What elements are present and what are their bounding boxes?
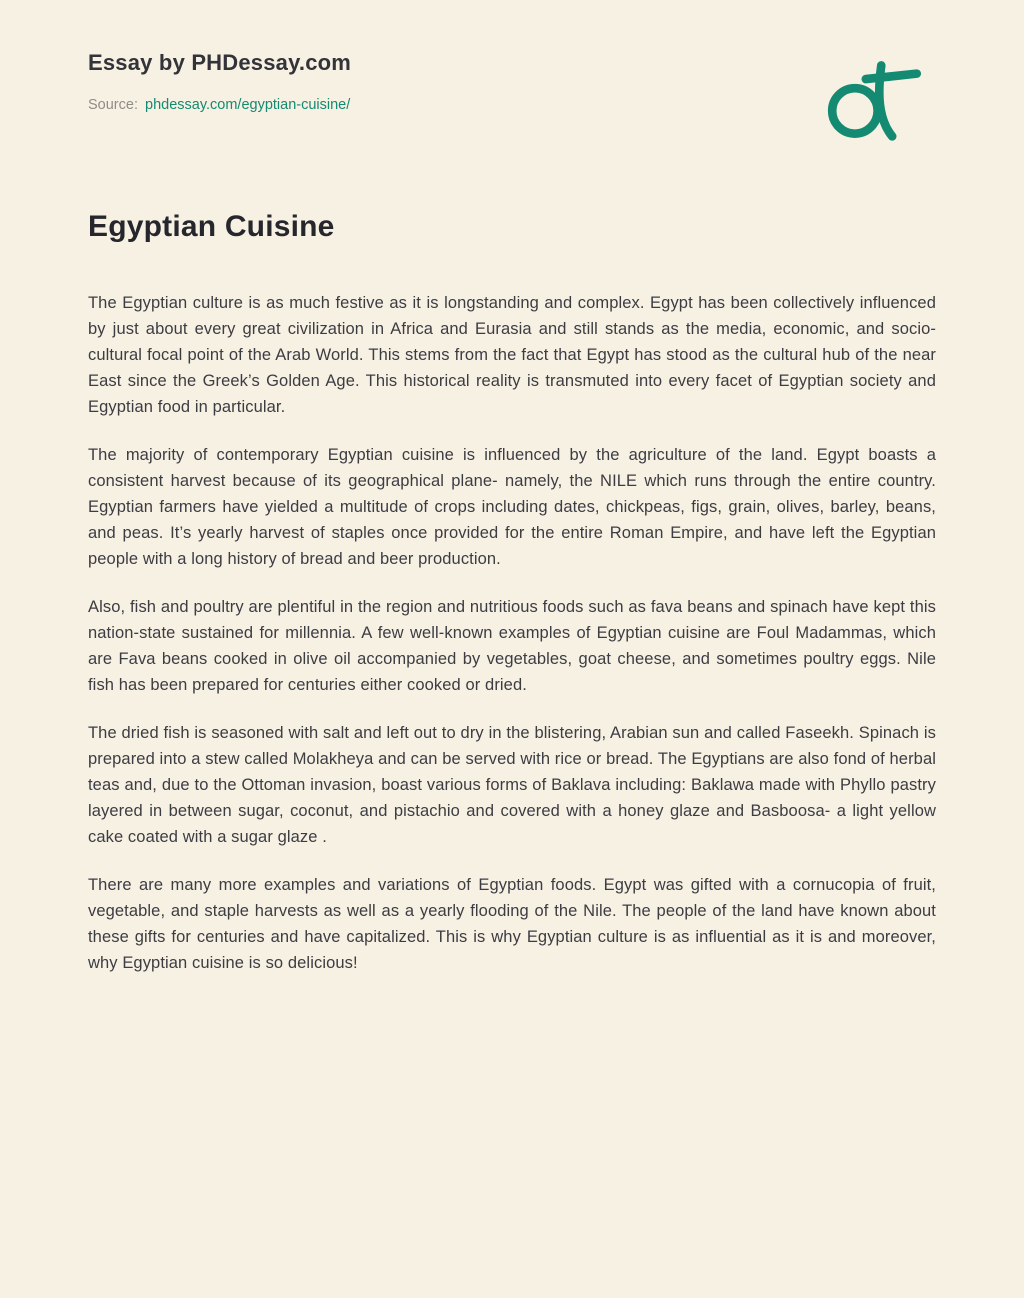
essay-paragraph-4: The dried fish is seasoned with salt and left out to dry in the blistering, Arabian sun and called Faseekh. Spinach is prepared into a stew called Molakheya and can be served with rice or bread. The Egyptians are also fond of herbal teas and, due to the Ottoman invasion, boast various forms of Baklava including: Baklawa made with Phyllo pastry layered in between sugar, coconut, and pistachio and covered with a honey glaze and Basboosa- a light yellow cake coated with a sugar glaze .: [88, 724, 936, 846]
essay-title: Egyptian Cuisine: [88, 210, 335, 243]
source-link[interactable]: phdessay.com/egyptian-cuisine/: [145, 97, 351, 113]
essay-paragraph-2: The majority of contemporary Egyptian cuisine is influenced by the agriculture of the land. Egypt boasts a consistent harvest because of its geographical plane- namely, the NILE which runs through the entire country. Egyptian farmers have yielded a multitude of crops including dates, chickpeas, figs, grain, olives, barley, beans, and peas. It’s yearly harvest of staples once provided for the entire Roman Empire, and have left the Egyptian people with a long history of bread and beer production.: [88, 446, 936, 568]
phdessay-aplus-logo-icon[interactable]: [824, 54, 924, 146]
essay-paragraph-5: There are many more examples and variations of Egyptian foods. Egypt was gifted with a cornucopia of fruit, vegetable, and staple harvests as well as a yearly flooding of the Nile. The people of the land have known about these gifts for centuries and have capitalized. This is why Egyptian culture is as influential as it is and moreover, why Egyptian cuisine is so delicious!: [88, 876, 936, 972]
page-header: [88, 50, 936, 146]
header-text-block: [88, 50, 351, 113]
source-line: [88, 97, 351, 113]
essay-byline: Essay by PHDessay.com: [88, 50, 352, 75]
essay-paragraph-1: The Egyptian culture is as much festive as it is longstanding and complex. Egypt has been collectively influenced by just about every great civilization in Africa and Eurasia and still stands as the media, economic, and socio-cultural focal point of the Arab World. This stems from the fact that Egypt has stood as the cultural hub of the near East since the Greek’s Golden Age. This historical reality is transmuted into every facet of Egyptian society and Egyptian food in particular.: [88, 294, 936, 416]
essay-paragraph-3: Also, fish and poultry are plentiful in the region and nutritious foods such as fava beans and spinach have kept this nation-state sustained for millennia. A few well-known examples of Egyptian cuisine are Foul Madammas, which are Fava beans cooked in olive oil accompanied by vegetables, goat cheese, and sometimes poultry eggs. Nile fish has been prepared for centuries either cooked or dried.: [88, 598, 936, 694]
source-label: Source:: [88, 97, 138, 113]
essay-body: [88, 290, 936, 976]
